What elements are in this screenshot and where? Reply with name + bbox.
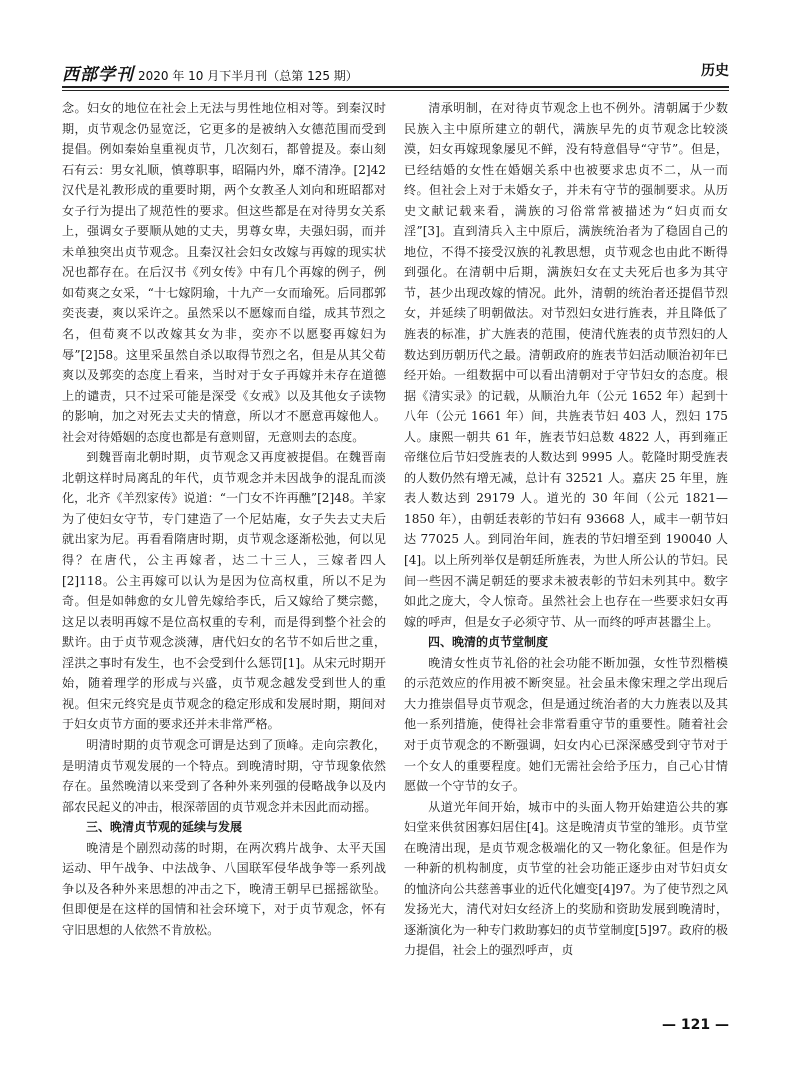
body-paragraph: 明清时期的贞节观念可谓是达到了顶峰。走向宗教化，是明清贞节观发展的一个特点。到晚清时期，守节现象依然存在。虽然晚清以来受到了各种外来列强的侵略战争以及内部农民起义的冲击，根深蒂固的贞节观念并未因此而动摇。 xyxy=(62,737,386,814)
journal-logo: 西部学刊 xyxy=(62,65,134,85)
section-heading: 四、晚清的贞节堂制度 xyxy=(428,635,549,650)
right-column xyxy=(404,98,728,961)
header-rule-thick xyxy=(62,86,729,88)
page-number: — 121 — xyxy=(662,1017,729,1033)
issue-info: 2020 年 10 月下半月刊（总第 125 期） xyxy=(138,69,358,83)
page-header xyxy=(62,60,729,84)
body-paragraph: 清承明制，在对待贞节观念上也不例外。清朝属于少数民族入主中原所建立的朝代，满族早先的贞节观念比较淡漠，妇女再嫁现象屡见不鲜，没有特意倡导“守节”。但是，已经结婚的女性在婚姻关系中也被要求忠贞不二，从一而终。但社会上对于未婚女子，并未有守节的强制要求。从历史文献记载来看，满族的习俗常常被描述为“妇贞而女淫”[3]。直到清兵入主中原后，满族统治者为了稳固自己的地位，不得不接受汉族的礼教思想，贞节观念也由此不断得到强化。在清朝中后期，满族妇女在丈夫死后也多为其守节，甚少出现改嫁的情况。此外，清朝的统治者还提倡节烈女，并延续了明朝做法。对节烈妇女进行旌表，并且降低了旌表的标准，扩大旌表的范围，使清代旌表的贞节烈妇的人数达到历朝历代之最。清朝政府的旌表节妇活动顺治初年已经开始。一组数据中可以看出清朝对于守节妇女的态度。根据《清实录》的记载，从顺治九年（公元 1652 年）起到十八年（公元 1661 年）间，共旌表节妇 403 人，烈妇 175 人。康熙一朝共 61 年，旌表节妇总数 4822 人，再到雍正帝继位后节妇受旌表的人数达到 9995 人。乾隆时期受旌表的人数仍然有增无减，总计有 32521 人。嘉庆 25 年里，旌表人数达到 29179 人。道光的 30 年间（公元 1821—1850 年），由朝廷表彰的节妇有 93668 人，咸丰一朝节妇达 77025 人。到同治年间，旌表的节妇增至到 190040 人[4]。以上所列举仅是朝廷所旌表，为世人所公认的节妇。民间一些因不满足朝廷的要求未被表彰的节妇未列其中。数字如此之庞大，令人惊奇。虽然社会上也存在一些要求妇女再嫁的呼声，但是女子必须守节、从一而终的呼声甚嚣尘上。 xyxy=(404,101,728,629)
section-tag: 历史 xyxy=(701,63,729,79)
body-paragraph: 晚清女性贞节礼俗的社会功能不断加强，女性节烈楷模的示范效应的作用被不断突显。社会虽未像宋理之学出现后大力推崇倡导贞节观念，但是通过统治者的大力旌表以及其他一系列措施，使得社会非常看重守节的重要性。随着社会对于贞节观念的不断强调，妇女内心已深深感受到守节对于一个女人的重要程度。她们无需社会给予压力，自己心甘情愿做一个守节的女子。 xyxy=(404,655,728,794)
body-paragraph: 晚清是个剧烈动荡的时期，在两次鸦片战争、太平天国运动、甲午战争、中法战争、八国联军侵华战争等一系列战争以及各种外来思想的冲击之下，晚清王朝早已摇摇欲坠。但即便是在这样的国情和社会环境下，对于贞节观念，怀有守旧思想的人依然不肯放松。 xyxy=(62,840,386,937)
journal-block xyxy=(62,60,358,85)
left-column xyxy=(62,98,386,940)
header-rule-thin xyxy=(62,90,729,91)
body-paragraph: 从道光年间开始，城市中的头面人物开始建造公共的寡妇堂来供贫困寡妇居住[4]。这是晚清贞节堂的雏形。贞节堂在晚清出现，是贞节观念极端化的又一物化象征。但是作为一种新的机构制度，贞节堂的社会功能正逐步由对节妇贞女的恤济向公共慈善事业的近代化嬗变[4]97。为了使节烈之风发扬光大，清代对妇女经济上的奖励和资助发展到晚清时，逐渐演化为一种专门救助寡妇的贞节堂制度[5]97。政府的极力提倡，社会上的强烈呼声，贞 xyxy=(404,799,728,958)
body-paragraph: 念。妇女的地位在社会上无法与男性地位相对等。到秦汉时期，贞节观念仍显宽泛，它更多的是被纳入女德范围而受到提倡。例如秦始皇重视贞节，几次刻石，都曾提及。泰山刻石有云：男女礼顺，慎尊职事，昭隔内外，靡不清净。[2]42 汉代是礼教形成的重要时期，两个女教圣人刘向和班昭都对女子行为提出了规范性的要求。但这些都是在对待男女关系上，强调女子要顺从她的丈夫，男尊女卑，夫强妇弱，而并未单独突出贞节观念。且秦汉社会妇女改嫁与再嫁的现实状况也都存在。在后汉书《列女传》中有几个再嫁的例子，例如荀爽之女采，“十七嫁阴瑜，十九产一女而瑜死。后同郡郭奕丧妻，爽以采许之。虽然采以不愿嫁而自缢，成其节烈之名，但荀爽不以改嫁其女为非，奕亦不以愿娶再嫁妇为辱”[2]58。这里采虽然自杀以取得节烈之名，但是从其父荀爽以及郭奕的态度上看来，当时对于女子再嫁并未存在道德上的谴责，只不过采可能是深受《女戒》以及其他女子读物的影响，加之对死去丈夫的情意，所以才不愿意再嫁他人。社会对待婚姻的态度也都是有意则留，无意则去的态度。 xyxy=(62,101,386,444)
section-heading: 三、晚清贞节观的延续与发展 xyxy=(86,820,243,835)
body-paragraph: 到魏晋南北朝时期，贞节观念又再度被提倡。在魏晋南北朝这样时局离乱的年代，贞节观念并未因战争的混乱而淡化，北齐《羊烈家传》说道：“一门女不许再醮”[2]48。羊家为了使妇女守节，专门建造了一个尼姑庵，女子失去丈夫后就出家为尼。再看看隋唐时期，贞节观念逐渐松弛，何以见得？在唐代，公主再嫁者，达二十三人，三嫁者四人[2]118。公主再嫁可以认为是因为位高权重，所以不足为奇。但是如韩愈的女儿曾先嫁给李氏，后又嫁给了樊宗懿，这足以表明再嫁不是位高权重的专利，而是得到整个社会的默许。由于贞节观念淡薄，唐代妇女的名节不如后世之重，淫洪之事时有发生，也不会受到什么惩罚[1]。从宋元时期开始，随着理学的形成与兴盛，贞节观念越发受到世人的重视。但宋元终究是贞节观念的稳定形成和发展时期，期间对于妇女贞节方面的要求还并未非常严格。 xyxy=(62,450,386,732)
